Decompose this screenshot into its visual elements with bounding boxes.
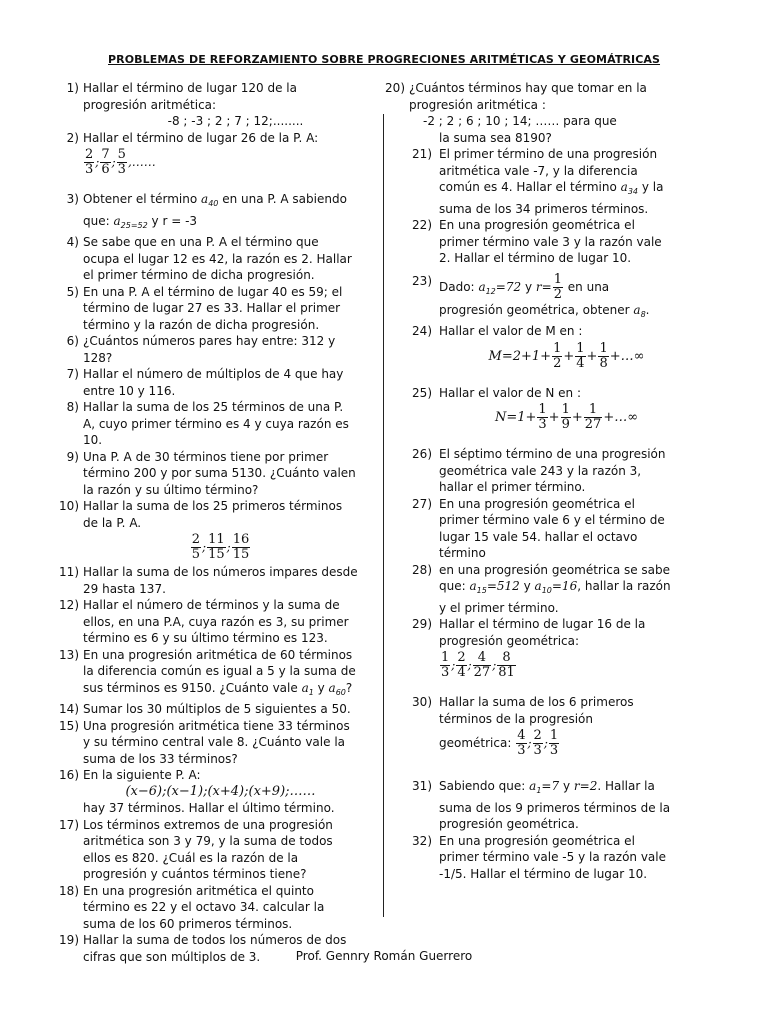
problem-number: 26)	[412, 447, 432, 461]
fraction: $\frac{1}{3}$	[538, 402, 547, 432]
fraction: $\frac{1}{2}$	[553, 340, 562, 371]
series-formula: N=1+ $\frac{1}{3}$ + $\frac{1}{9}$ + $\frac{1}{27}$ +…∞	[494, 402, 639, 432]
problem-number: 15)	[59, 718, 79, 733]
problem-number: 23)	[412, 273, 432, 288]
fraction: $\frac{8}{81}$	[498, 650, 515, 680]
problem-30	[384, 694, 674, 760]
problem-18	[58, 883, 358, 933]
term-symbol: r	[573, 779, 580, 793]
fraction-sequence: $\frac{1}{3}$ ; $\frac{2}{4}$ ; $\frac{4}{27}$ ; $\frac{8}{81}$	[441, 650, 515, 680]
term-symbol: a	[529, 779, 537, 793]
problem-number: 13)	[59, 647, 79, 662]
problem-text: Los términos extremos de una progresión aritmética son 3 y 79, y la suma de todos ellos es 820. ¿Cuál es la razón de la progresión y cuántos términos tiene?	[83, 817, 333, 881]
problem-text: En una P. A el término de lugar 40 es 59; el término de lugar 27 es 33. Hallar el primer término y la razón de dicha progresión.	[83, 284, 343, 332]
problem-25	[384, 385, 674, 435]
problem-24	[384, 323, 674, 373]
fraction: $\frac{11}{15}$	[208, 532, 225, 562]
problem-text: ¿Cuántos términos hay que tomar en la progresión aritmética :	[409, 81, 647, 112]
problem-number: 19)	[59, 933, 79, 947]
term-symbol: a	[478, 279, 486, 294]
sequence: (x−6);(x−1);(x+4);(x+9);……	[125, 783, 316, 799]
problem-21: 21) El primer término de una progresión aritmética vale -7, y la diferencia común es 4. Hallar el término $a_{34}$ y la suma de los 34 primeros términos.	[384, 146, 674, 217]
problem-text: Hallar la suma de todos los números de dos cifras que son múltiplos de 3.	[83, 933, 347, 964]
problem-number: 32)	[412, 833, 432, 848]
term-symbol: a	[620, 180, 628, 194]
fraction: $\frac{1}{27}$	[584, 402, 602, 432]
fraction-sequence: geométrica: $\frac{4}{3}$ ; $\frac{2}{3}$ ; $\frac{1}{3}$	[439, 728, 559, 758]
problem-text: Hallar el término de lugar 16 de la progresión geométrica:	[439, 617, 646, 648]
sequence: -2 ; 2 ; 6 ; 10 ; 14; …… para que	[423, 114, 617, 128]
fraction: $\frac{2}{3}$	[533, 728, 542, 758]
term-symbol: a	[633, 302, 641, 317]
term-symbol: a	[113, 213, 121, 228]
author-footer: Prof. Gennry Román Guerrero	[295, 949, 473, 963]
problem-text: Sumar los 30 múltiplos de 5 siguientes a 50.	[83, 702, 351, 716]
problem-10	[58, 498, 358, 564]
problem-text: Hallar el término de lugar 26 de la P. A:	[83, 130, 319, 145]
problem-text: En una progresión geométrica el primer término vale 6 y el término de lugar 15 vale 54. hallar el octavo término	[439, 496, 665, 560]
problem-20	[384, 80, 674, 146]
problem-3: 3) Obtener el término $a_{40}$ en una P. A sabiendo que: $a_{25=52}$ y r = -3	[58, 191, 358, 234]
problem-number: 29)	[412, 617, 432, 631]
problem-text: Hallar la suma de los 25 términos de una P. A, cuyo primer término es 4 y cuya razón es 10.	[83, 400, 349, 447]
problem-text: Hallar el valor de N en :	[439, 385, 582, 400]
problem-text: Hallar la suma de los 25 primeros términos de la P. A.	[83, 499, 343, 530]
problem-number: 9)	[66, 449, 79, 464]
problem-text: En una progresión geométrica el primer término vale -5 y la razón vale -1/5. Hallar el término de lugar 10.	[439, 833, 667, 881]
fraction: $\frac{1}{3}$	[549, 728, 559, 758]
problem-5	[58, 284, 358, 334]
problem-9	[58, 449, 358, 499]
page-title: PROBLEMAS DE REFORZAMIENTO SOBRE PROGRECIONES ARITMÉTICAS Y GEOMÁTRICAS	[107, 53, 661, 66]
problem-12	[58, 597, 358, 647]
problem-28: 28) en una progresión geométrica se sabe que: $a_{15}=512$ y $a_{10}=16$, hallar la razón y el primer término.	[384, 562, 674, 617]
problem-text: Hallar la suma de los 6 primeros términos de la progresión	[439, 695, 634, 726]
problem-text: Hallar la suma de los números impares desde 29 hasta 137.	[83, 565, 358, 596]
term-symbol: r	[535, 279, 542, 294]
problem-text: Hallar el número de términos y la suma de ellos, en una P.A, cuya razón es 3, su primer término es 6 y su último término es 123.	[83, 598, 349, 645]
problem-text: la suma sea 8190?	[439, 130, 552, 145]
problem-text: ¿Cuántos números pares hay entre: 312 y 128?	[83, 334, 336, 365]
problem-text: Hallar el número de múltiplos de 4 que hay entre 10 y 116.	[83, 367, 344, 398]
term-symbol: a	[534, 579, 542, 593]
problem-8	[58, 399, 358, 449]
problem-number: 16)	[59, 768, 79, 782]
problem-text: Una progresión aritmética tiene 33 términos y su término central vale 8. ¿Cuánto vale la suma de los 33 términos?	[83, 718, 350, 766]
fraction: $\frac{1}{2}$	[553, 271, 562, 302]
problem-number: 1)	[66, 81, 79, 95]
problem-27	[384, 496, 674, 562]
problem-4	[58, 234, 358, 284]
problem-text: En una progresión geométrica el primer término vale 3 y la razón vale 2. Hallar el término de lugar 10.	[439, 218, 662, 265]
problem-number: 10)	[59, 499, 79, 513]
problem-31: 31) Sabiendo que: $a_1=7$ y r=2. Hallar la suma de los 9 primeros términos de la progresión geométrica.	[384, 778, 674, 833]
term-symbol: a	[201, 192, 209, 206]
problem-7	[58, 366, 358, 399]
term-symbol: a	[301, 680, 309, 695]
problem-text: hay 37 términos. Hallar el último término.	[83, 801, 335, 815]
problem-number: 28)	[412, 562, 432, 577]
fraction: $\frac{2}{3}$	[85, 147, 94, 177]
term-symbol: a	[328, 680, 336, 695]
problem-14	[58, 701, 358, 718]
series-formula: M=2+1+ $\frac{1}{2}$ + $\frac{1}{4}$ + $\frac{1}{8}$ +…∞	[488, 340, 645, 371]
problem-23: 23) Dado: $a_{12}=72$ y r= $\frac{1}{2}$ en una progresión geométrica, obtener $a_8$.	[384, 273, 674, 324]
fraction: $\frac{16}{15}$	[232, 532, 250, 562]
problem-text: Se sabe que en una P. A el término que ocupa el lugar 12 es 42, la razón es 2. Hallar el primer término de dicha progresión.	[83, 235, 352, 282]
problem-number: 14)	[59, 702, 79, 716]
problem-text: Hallar el término de lugar 120 de la progresión aritmética:	[83, 81, 297, 112]
problem-text: El séptimo término de una progresión geométrica vale 243 y la razón 3, hallar el primer término.	[439, 447, 666, 494]
fraction: $\frac{5}{3}$	[117, 147, 126, 177]
fraction: $\frac{4}{27}$	[473, 650, 491, 680]
right-column	[384, 80, 674, 882]
fraction: $\frac{7}{6}$	[101, 147, 110, 177]
problem-number: 18)	[59, 883, 79, 898]
problem-text: En una progresión aritmética el quinto término es 22 y el octavo 34. calcular la suma de los 60 primeros términos.	[83, 883, 325, 931]
problem-26	[384, 446, 674, 496]
problem-number: 25)	[412, 385, 432, 400]
fraction: $\frac{2}{5}$	[191, 532, 201, 562]
problem-22	[384, 217, 674, 267]
problem-32	[384, 833, 674, 883]
problem-16	[58, 767, 358, 817]
problem-number: 20)	[385, 81, 405, 95]
problem-number: 8)	[66, 400, 79, 414]
problem-text: Hallar el valor de M en :	[439, 324, 583, 338]
problem-number: 31)	[412, 779, 432, 793]
problem-29	[384, 616, 674, 682]
fraction: $\frac{1}{3}$	[441, 650, 450, 680]
sequence: -8 ; -3 ; 2 ; 7 ; 12;........	[167, 114, 304, 128]
problem-6	[58, 333, 358, 366]
problem-number: 21)	[412, 147, 432, 161]
problem-number: 5)	[66, 284, 79, 299]
problem-text: Una P. A de 30 términos tiene por primer término 200 y por suma 5130. ¿Cuánto valen la razón y su último término?	[83, 449, 356, 497]
problem-1	[58, 80, 358, 130]
left-column	[58, 80, 358, 965]
term-symbol: a	[469, 579, 477, 593]
problem-17	[58, 817, 358, 883]
problem-number: 27)	[412, 496, 432, 511]
fraction: $\frac{1}{4}$	[576, 340, 585, 371]
problem-2	[58, 130, 358, 180]
problem-number: 11)	[59, 565, 79, 579]
fraction: $\frac{2}{4}$	[457, 650, 466, 680]
problem-15	[58, 718, 358, 768]
fraction: $\frac{1}{9}$	[561, 402, 570, 432]
problem-number: 4)	[66, 235, 79, 249]
problem-number: 22)	[412, 218, 432, 232]
fraction: $\frac{1}{8}$	[599, 340, 608, 371]
problem-number: 2)	[66, 130, 79, 145]
problem-number: 12)	[59, 598, 79, 612]
problem-number: 6)	[66, 334, 79, 348]
problem-11	[58, 564, 358, 597]
problem-number: 30)	[412, 695, 432, 709]
problem-number: 7)	[66, 367, 79, 381]
problem-number: 24)	[412, 324, 432, 338]
problem-number: 17)	[59, 817, 79, 832]
problem-number: 3)	[66, 192, 79, 206]
fraction-sequence: $\frac{2}{3}$ ; $\frac{7}{6}$ ; $\frac{5}{3}$ ,……	[85, 147, 156, 177]
fraction: $\frac{4}{3}$	[517, 728, 526, 758]
problem-text: En la siguiente P. A:	[83, 768, 201, 782]
fraction-sequence: $\frac{2}{5}$ ; $\frac{11}{15}$ ; $\frac{16}{15}$	[191, 532, 250, 562]
problem-13: 13) En una progresión aritmética de 60 términos la diferencia común es igual a 5 y la suma de sus términos es 9150. ¿Cuánto vale $a_1$ y $a_{60}$?	[59, 647, 356, 697]
